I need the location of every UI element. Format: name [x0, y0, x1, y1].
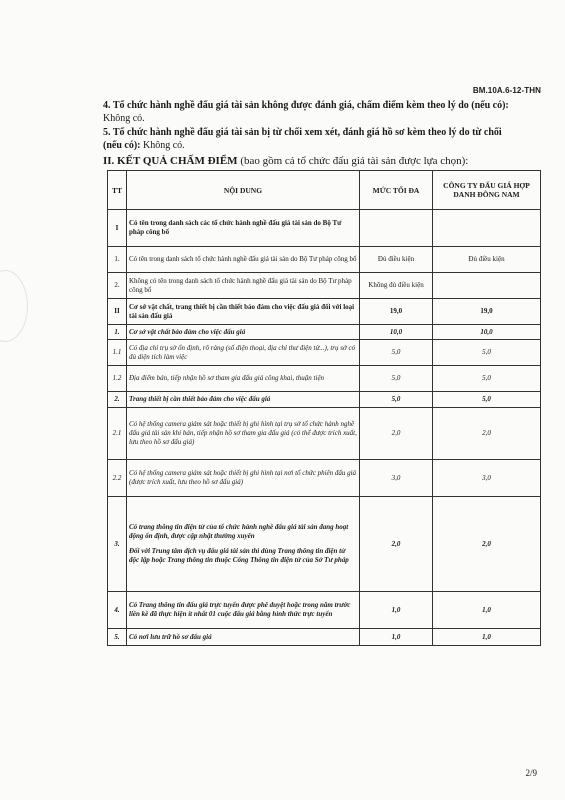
table-row	[108, 299, 541, 325]
row-max: 1,0	[360, 592, 433, 629]
row-max: 10,0	[360, 325, 433, 340]
header-max: MỨC TỐI ĐA	[360, 171, 433, 210]
row-content-text: Có địa chỉ trụ sở ổn định, rõ ràng (số điện thoại, địa chỉ thư điện tử...), trụ sở có đủ diện tích làm việc	[129, 343, 356, 361]
row-content	[127, 273, 360, 299]
table-row	[108, 325, 541, 340]
table-row	[108, 340, 541, 366]
paragraph-4	[103, 99, 515, 125]
row-score	[433, 210, 541, 247]
row-tt: 1.2	[108, 366, 127, 392]
document-code: BM.10A.6-12-THN	[472, 86, 541, 95]
row-score: 3,0	[433, 460, 541, 497]
table-row	[108, 210, 541, 247]
row-content	[127, 460, 360, 497]
row-content	[127, 629, 360, 646]
row-content	[127, 408, 360, 460]
paragraph-5	[103, 126, 515, 152]
row-tt: 3.	[108, 497, 127, 592]
row-content	[127, 366, 360, 392]
row-tt: 2.2	[108, 460, 127, 497]
section-title: II. KẾT QUẢ CHẤM ĐIỂM	[103, 155, 238, 167]
row-score: Đủ điều kiện	[433, 247, 541, 273]
table-row	[108, 497, 541, 592]
page-number: 2/9	[525, 768, 537, 778]
row-score: 1,0	[433, 592, 541, 629]
paragraph-4-heading: 4. Tổ chức hành nghề đấu giá tài sản không được đánh giá, chấm điểm kèm theo lý do (nếu có):	[103, 100, 509, 111]
row-content-text: Có tên trong danh sách các tổ chức hành nghề đấu giá tài sản do Bộ Tư pháp công bố	[129, 219, 342, 236]
row-tt: II	[108, 299, 127, 325]
row-max: 2,0	[360, 497, 433, 592]
table-row	[108, 273, 541, 299]
row-max: 3,0	[360, 460, 433, 497]
row-score: 5,0	[433, 366, 541, 392]
row-content	[127, 592, 360, 629]
row-tt: 1.	[108, 325, 127, 340]
row-max: 5,0	[360, 340, 433, 366]
paragraph-5-heading: 5. Tổ chức hành nghề đấu giá tài sản bị từ chối xem xét, đánh giá hồ sơ kèm theo lý do từ chối (nếu có):	[103, 127, 502, 151]
row-max: 19,0	[360, 299, 433, 325]
row-tt: 1.1	[108, 340, 127, 366]
section-subtitle: (bao gồm cả tổ chức đấu giá tài sản được lựa chọn):	[237, 155, 469, 167]
table-row	[108, 366, 541, 392]
row-max: 1,0	[360, 629, 433, 646]
section-heading	[103, 155, 533, 168]
header-tt: TT	[108, 171, 127, 210]
header-content: NỘI DUNG	[127, 171, 360, 210]
table-row	[108, 592, 541, 629]
row-max: 2,0	[360, 408, 433, 460]
table-row	[108, 629, 541, 646]
score-table	[107, 170, 541, 646]
row-score: 5,0	[433, 392, 541, 408]
row-tt: 2.	[108, 273, 127, 299]
row-content	[127, 497, 360, 592]
row-max: Không đủ điều kiện	[360, 273, 433, 299]
row-content-text: Cơ sở vật chất bảo đảm cho việc đấu giá	[129, 327, 246, 336]
row-score: 2,0	[433, 408, 541, 460]
table-row	[108, 408, 541, 460]
row-content	[127, 210, 360, 247]
row-tt: 1.	[108, 247, 127, 273]
table-row	[108, 392, 541, 408]
row-content-text: Có trang thông tin điện tử của tổ chức hành nghề đấu giá tài sản đang hoạt động ổn định, được cập nhật thường xuyên	[129, 523, 349, 540]
paragraph-5-value: Không có.	[140, 140, 185, 151]
row-score: 10,0	[433, 325, 541, 340]
row-content-text: Không có tên trong danh sách tổ chức hành nghề đấu giá tài sản do Bộ Tư pháp công bố	[129, 276, 352, 294]
row-tt: 2.1	[108, 408, 127, 460]
row-content-text: Có Trang thông tin đấu giá trực tuyến được phê duyệt hoặc trong năm trước liền kề đã thực hiện ít nhất 01 cuộc đấu giá bằng hình thức trực tuyến	[129, 601, 351, 618]
row-tt: I	[108, 210, 127, 247]
row-tt: 5.	[108, 629, 127, 646]
row-content-text: Có tên trong danh sách tổ chức hành nghề đấu giá tài sản do Bộ Tư pháp công bố	[129, 255, 357, 263]
row-max: 5,0	[360, 392, 433, 408]
row-content	[127, 247, 360, 273]
row-content-text: Địa điểm bán, tiếp nhận hồ sơ tham gia đấu giá công khai, thuận tiện	[129, 374, 325, 382]
row-tt: 4.	[108, 592, 127, 629]
paragraph-4-value: Không có.	[103, 113, 145, 124]
table-header-row	[108, 171, 541, 210]
row-score	[433, 273, 541, 299]
row-content-text: Có nơi lưu trữ hồ sơ đấu giá	[129, 632, 212, 641]
row-tt: 2.	[108, 392, 127, 408]
row-max: 5,0	[360, 366, 433, 392]
row-score: 5,0	[433, 340, 541, 366]
row-content-note: Đối với Trung tâm dịch vụ đấu giá tài sản thì dùng Trang thông tin điện tử độc lập hoặc Trang thông tin thuộc Cổng Thông tin điện tử của Sở Tư pháp	[129, 547, 349, 564]
row-content	[127, 340, 360, 366]
table-row	[108, 247, 541, 273]
table-row	[108, 460, 541, 497]
row-score: 2,0	[433, 497, 541, 592]
row-content-text: Cơ sở vật chất, trang thiết bị cần thiết bảo đảm cho việc đấu giá đối với loại tài sản đấu giá	[129, 302, 355, 320]
row-max: Đủ điều kiện	[360, 247, 433, 273]
row-max	[360, 210, 433, 247]
header-company: CÔNG TY ĐẤU GIÁ HỢP DANH ĐÔNG NAM	[433, 171, 541, 210]
faint-stamp-mark	[0, 270, 28, 342]
row-score: 1,0	[433, 629, 541, 646]
row-content-text: Có hệ thống camera giám sát hoặc thiết bị ghi hình tại trụ sở tổ chức hành nghề đấu giá tài sản khi bán, tiếp nhận hồ sơ tham gia đấu giá (có thể được trích xuất, lưu theo hồ sơ đấu giá)	[129, 420, 357, 446]
row-content	[127, 392, 360, 408]
row-content-text: Trang thiết bị cần thiết bảo đảm cho việc đấu giá	[129, 395, 271, 403]
row-score: 19,0	[433, 299, 541, 325]
row-content	[127, 325, 360, 340]
row-content	[127, 299, 360, 325]
row-content-text: Có hệ thống camera giám sát hoặc thiết bị ghi hình tại nơi tổ chức phiên đấu giá (được trích xuất, lưu theo hồ sơ đấu giá)	[129, 469, 357, 486]
